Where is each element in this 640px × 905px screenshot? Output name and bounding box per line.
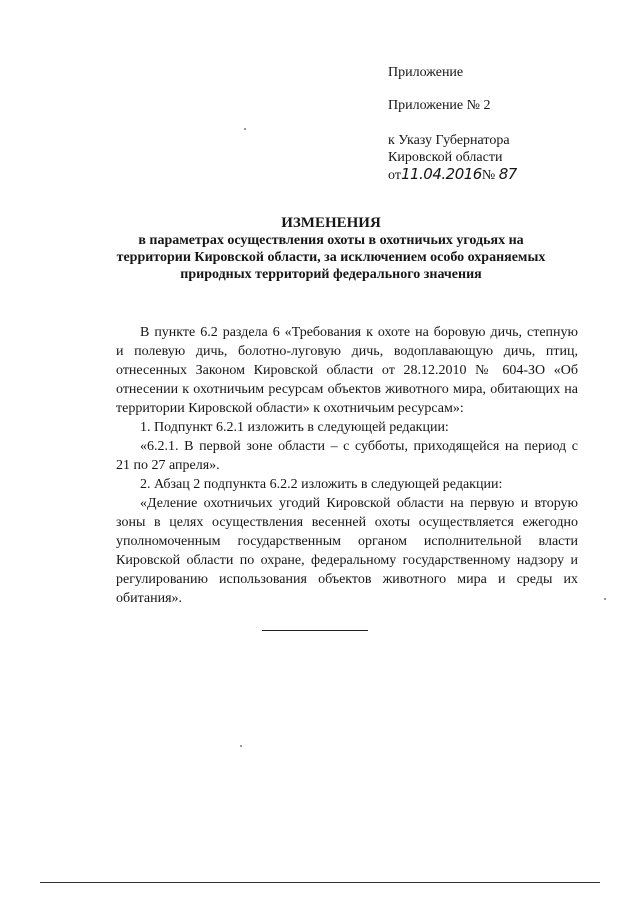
- date-prefix: от: [388, 168, 401, 183]
- paragraph-1-line-5: территории Кировской области» к охотничьим ресурсам»:: [116, 401, 464, 416]
- paragraph-5-line-2: зоны в целях осуществления весенней охоты осуществляется ежегодно: [116, 515, 578, 530]
- decree-reference: к Указу Губернатора: [388, 133, 510, 148]
- region-name: Кировской области: [388, 150, 503, 165]
- paragraph-3-line-1: «6.2.1. В первой зоне области – с субботы, приходящейся на период с: [140, 439, 578, 454]
- scan-speck: [244, 128, 246, 130]
- title-line-2: территории Кировской области, за исключением особо охраняемых: [116, 250, 546, 265]
- title-line-1: в параметрах осуществления охоты в охотничьих угодьях на: [138, 233, 524, 248]
- paragraph-5-line-6: обитания».: [116, 591, 183, 606]
- page-bottom-rule: [40, 882, 600, 883]
- document-title: [96, 215, 566, 283]
- paragraph-5-line-5: регулированию использования объектов животного мира и среды их: [116, 572, 578, 587]
- paragraph-1-line-2: и полевую дичь, болотно-луговую дичь, водоплавающую дичь, птиц,: [116, 344, 578, 359]
- appendix-number: Приложение № 2: [388, 98, 491, 113]
- paragraph-1-line-3: отнесенных Законом Кировской области от 28.12.2010 № 604-ЗО «Об: [116, 363, 578, 378]
- paragraph-1-line-4: отнесении к охотничьим ресурсам объектов животного мира, обитающих на: [116, 382, 578, 397]
- paragraph-1-line-1: В пункте 6.2 раздела 6 «Требования к охоте на боровую дичь, степную: [140, 325, 578, 340]
- paragraph-2: 1. Подпункт 6.2.1 изложить в следующей редакции:: [140, 420, 449, 435]
- paragraph-5-line-3: уполномоченным государственным органом исполнительной власти: [116, 534, 578, 549]
- title-heading: ИЗМЕНЕНИЯ: [281, 215, 381, 231]
- handwritten-number: 87: [498, 165, 517, 183]
- decree-date-line: [388, 166, 618, 184]
- scan-speck: [604, 598, 606, 600]
- paragraph-4: 2. Абзац 2 подпункта 6.2.2 изложить в следующей редакции:: [140, 477, 503, 492]
- scan-speck: [240, 745, 242, 747]
- appendix-label: Приложение: [388, 65, 464, 80]
- number-label: №: [481, 168, 496, 183]
- paragraph-5-line-1: «Деление охотничьих угодий Кировской области на первую и вторую: [140, 496, 578, 511]
- handwritten-date: 11.04.2016: [400, 165, 482, 183]
- paragraph-5-line-4: Кировской области по охране, федеральному государственному надзору и: [116, 553, 578, 568]
- paragraph-3-line-2: 21 по 27 апреля».: [116, 458, 220, 473]
- closing-divider: [262, 630, 368, 631]
- title-line-3: природных территорий федерального значения: [180, 267, 482, 282]
- document-body: [116, 323, 578, 608]
- appendix-header: [388, 64, 618, 184]
